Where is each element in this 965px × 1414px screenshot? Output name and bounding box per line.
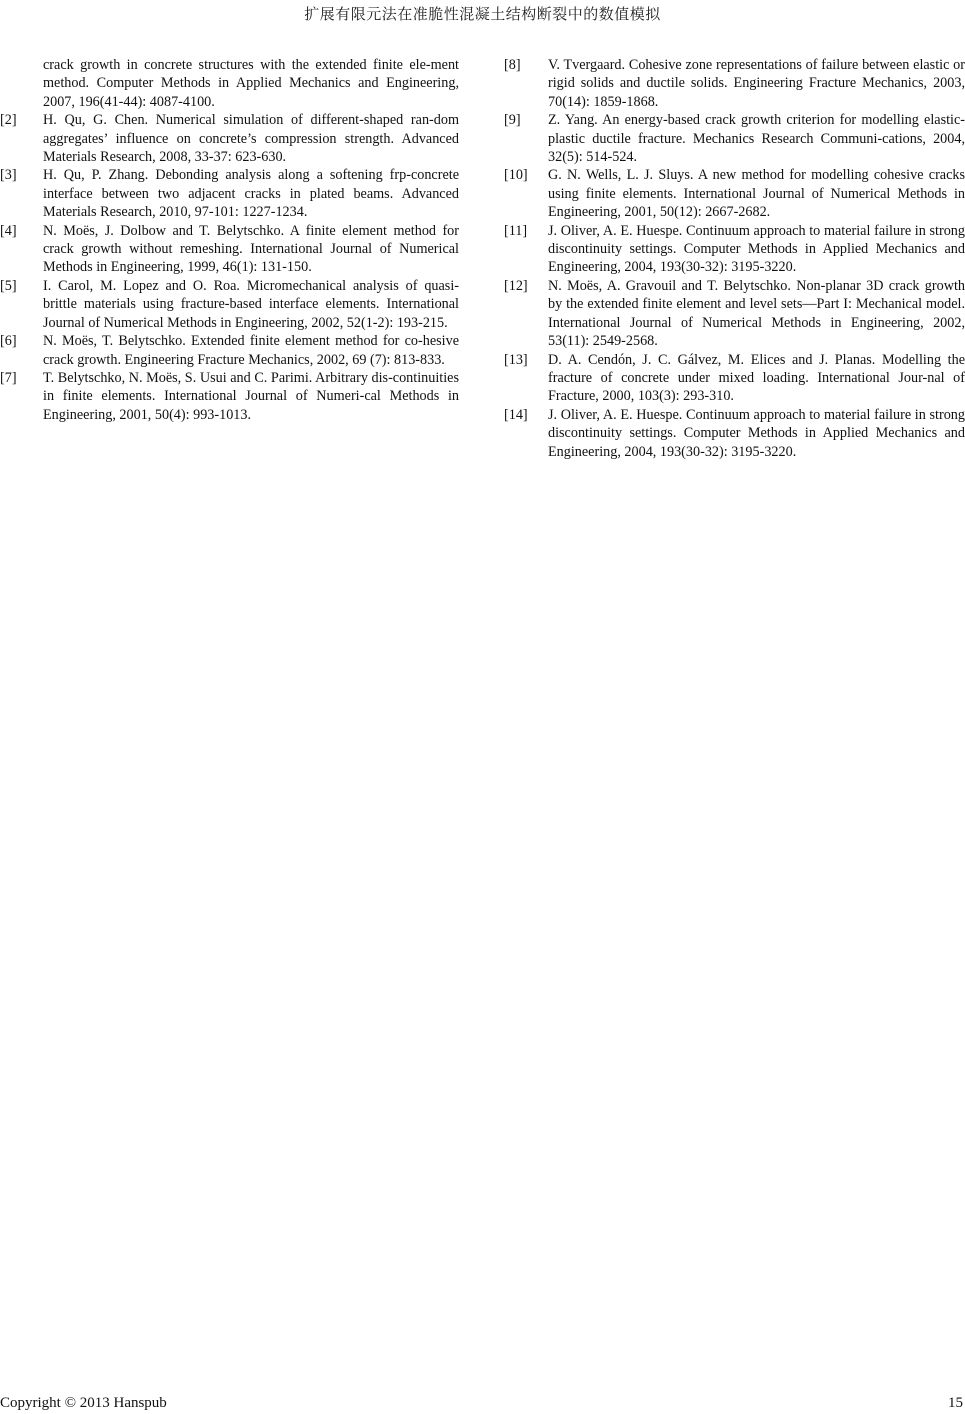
reference-item [504, 406, 965, 461]
copyright-notice: Copyright © 2013 Hanspub [0, 1395, 167, 1411]
reference-item [504, 277, 965, 351]
reference-number: [6] [0, 333, 17, 350]
reference-text: J. Oliver, A. E. Huespe. Continuum approach to material failure in strong discontinuity settings. Computer Methods in Applied Mechanics and Engineering, 2004, 193(30-32): 3195-3220. [548, 406, 965, 460]
reference-number: [13] [504, 351, 528, 368]
reference-number: [10] [504, 167, 528, 184]
page-number: 15 [948, 1395, 963, 1411]
reference-item [0, 369, 459, 424]
reference-number: [12] [504, 277, 528, 294]
reference-item [504, 351, 965, 406]
reference-text: N. Moës, J. Dolbow and T. Belytschko. A finite element method for crack growth without remeshing. International Journal of Numerical Methods in Engineering, 1999, 46(1): 131-150. [43, 222, 459, 276]
references-left-column [0, 56, 459, 424]
reference-text: N. Moës, A. Gravouil and T. Belytschko. Non-planar 3D crack growth by the extended finite element and level sets—Part I: Mechanical model. International Journal of Numerical Methods in Engineering, 2002, 53(11): 2549-2568. [548, 277, 965, 350]
reference-text: N. Moës, T. Belytschko. Extended finite element method for co-hesive crack growth. Engineering Fracture Mechanics, 2002, 69 (7): 813-833. [43, 333, 459, 368]
reference-text: crack growth in concrete structures with the extended finite ele-ment method. Computer Methods in Applied Mechanics and Engineering, 2007, 196(41-44): 4087-4100. [43, 57, 459, 110]
reference-number: [14] [504, 406, 528, 423]
reference-number: [4] [0, 222, 17, 239]
reference-text: Z. Yang. An energy-based crack growth criterion for modelling elastic-plastic ductile fracture. Mechanics Research Communi-cations, 2004, 32(5): 514-524. [548, 112, 965, 166]
reference-text: V. Tvergaard. Cohesive zone representations of failure between elastic or rigid solids and ductile solids. Engineering Fracture Mechanics, 2003, 70(14): 1859-1868. [548, 57, 965, 110]
reference-item [0, 277, 459, 332]
reference-number: [7] [0, 369, 17, 386]
reference-item [0, 166, 459, 221]
reference-number: [8] [504, 57, 521, 73]
reference-text: G. N. Wells, L. J. Sluys. A new method for modelling cohesive cracks using finite elements. International Journal of Numerical Methods in Engineering, 2001, 50(12): 2667-2682. [548, 167, 965, 221]
reference-text: I. Carol, M. Lopez and O. Roa. Micromechanical analysis of quasi-brittle materials using fracture-based interface elements. International Journal of Numerical Methods in Engineering, 2002, 52(1-2): 193-215. [43, 277, 459, 331]
reference-item [504, 166, 965, 221]
reference-item [0, 56, 459, 111]
reference-text: T. Belytschko, N. Moës, S. Usui and C. Parimi. Arbitrary dis-continuities in finite elements. International Journal of Numeri-cal Methods in Engineering, 2001, 50(4): 993-1013. [43, 369, 459, 423]
reference-item [0, 111, 459, 166]
reference-number: [9] [504, 112, 521, 129]
reference-number: [3] [0, 167, 17, 184]
reference-text: D. A. Cendón, J. C. Gálvez, M. Elices and J. Planas. Modelling the fracture of concrete under mixed loading. International Jour-nal of Fracture, 2000, 103(3): 293-310. [548, 351, 965, 405]
reference-item [504, 111, 965, 166]
references-right-column [504, 56, 965, 461]
reference-item [504, 56, 965, 111]
reference-number: [2] [0, 112, 17, 129]
reference-number: [5] [0, 277, 17, 294]
reference-item [0, 222, 459, 277]
reference-text: J. Oliver, A. E. Huespe. Continuum approach to material failure in strong discontinuity settings. Computer Methods in Applied Mechanics and Engineering, 2004, 193(30-32): 3195-3220. [548, 222, 965, 276]
running-header: 扩展有限元法在准脆性混凝土结构断裂中的数值模拟 [304, 5, 661, 23]
reference-item [0, 332, 459, 369]
reference-item [504, 222, 965, 277]
reference-text: H. Qu, P. Zhang. Debonding analysis along a softening frp-concrete interface between two adjacent cracks in plated beams. Advanced Materials Research, 2010, 97-101: 1227-1234. [43, 167, 459, 221]
reference-text: H. Qu, G. Chen. Numerical simulation of different-shaped ran-dom aggregates’ influence on concrete’s compression strength. Advanced Materials Research, 2008, 33-37: 623-630. [43, 112, 459, 166]
reference-number: [11] [504, 222, 528, 239]
